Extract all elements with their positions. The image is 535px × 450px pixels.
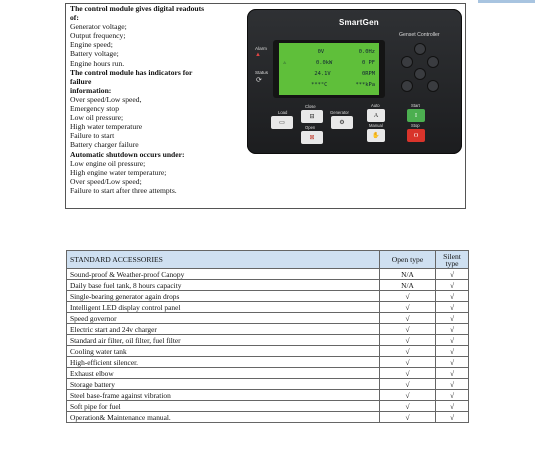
table-row [67, 390, 469, 401]
description-line: Low engine oil pressure; [70, 158, 146, 168]
open-type-value: √ [380, 368, 436, 379]
description-line: Engine speed; [70, 40, 113, 50]
table-row [67, 291, 469, 302]
accessory-name: Standard air filter, oil filter, fuel filter [67, 335, 380, 346]
alarm-label: Alarm [255, 46, 267, 51]
silent-type-value: √ [436, 357, 469, 368]
silent-type-value: √ [436, 269, 469, 280]
nav-down-button[interactable] [415, 69, 425, 79]
description-line: of: [70, 13, 79, 23]
open-key-label: Open [305, 125, 316, 130]
open-type-value: N/A [380, 269, 436, 280]
close-key-label: Close [305, 104, 316, 109]
generator-key-label: Generator [330, 110, 349, 115]
stop-key-label: Stop [411, 123, 420, 128]
description-line: Battery charger failure [70, 140, 139, 150]
open-type-value: √ [380, 291, 436, 302]
close-breaker-button[interactable]: ⊟ [301, 110, 323, 123]
accessory-name: Speed governor [67, 313, 380, 324]
accessory-name: Sound-proof & Weather-proof Canopy [67, 269, 380, 280]
start-key-label: Start [411, 103, 420, 108]
manual-key-label: Manual [369, 123, 383, 128]
table-row [67, 412, 469, 423]
description-line: Failure to start after three attempts. [70, 185, 177, 195]
open-type-value: N/A [380, 280, 436, 291]
description-line: The control module gives digital readouts [70, 4, 205, 13]
top-accent-bar [478, 0, 535, 3]
table-row [67, 368, 469, 379]
controller-image [247, 9, 462, 154]
manual-mode-button[interactable]: ✋ [367, 129, 385, 142]
silent-type-value: √ [436, 412, 469, 423]
description-line: Emergency stop [70, 104, 119, 114]
description-line: information: [70, 85, 112, 95]
header-silent-type: Silent type [436, 251, 469, 269]
open-type-value: √ [380, 324, 436, 335]
accessory-name: Intelligent LED display control panel [67, 302, 380, 313]
silent-type-value: √ [436, 346, 469, 357]
open-type-value: √ [380, 379, 436, 390]
control-module-description [70, 4, 242, 195]
table-row [67, 280, 469, 291]
table-row [67, 346, 469, 357]
accessory-name: High-efficient silencer. [67, 357, 380, 368]
silent-type-value: √ [436, 401, 469, 412]
description-line: Output frequency; [70, 31, 126, 41]
description-line: Battery voltage; [70, 49, 119, 59]
description-line: Automatic shutdown occurs under: [70, 149, 185, 159]
nav-right-button[interactable] [428, 57, 438, 67]
header-open-type: Open type [380, 251, 436, 269]
open-type-value: √ [380, 357, 436, 368]
silent-type-value: √ [436, 280, 469, 291]
accessory-name: Electric start and 24v charger [67, 324, 380, 335]
open-type-value: √ [380, 346, 436, 357]
open-type-value: √ [380, 401, 436, 412]
open-type-value: √ [380, 313, 436, 324]
open-type-value: √ [380, 335, 436, 346]
status-icon: ⟳ [256, 77, 262, 84]
model-label: Genset Controller [399, 32, 440, 38]
open-type-value: √ [380, 390, 436, 401]
start-button[interactable]: I [407, 109, 425, 122]
silent-type-value: √ [436, 313, 469, 324]
accessories-table [66, 250, 469, 423]
accessory-name: Storage battery [67, 379, 380, 390]
load-button[interactable]: ▭ [271, 116, 293, 129]
table-header-row [67, 251, 469, 269]
table-row [67, 401, 469, 412]
accessory-name: Operation& Maintenance manual. [67, 412, 380, 423]
accessory-name: Soft pipe for fuel [67, 401, 380, 412]
open-breaker-button[interactable]: ⊠ [301, 131, 323, 144]
auto-key-label: Auto [371, 103, 380, 108]
table-row [67, 302, 469, 313]
description-line: Failure to start [70, 131, 115, 141]
table-row [67, 335, 469, 346]
generator-button[interactable]: ⚙ [331, 116, 353, 129]
header-standard-accessories: STANDARD ACCESSORIES [67, 251, 380, 269]
silent-type-value: √ [436, 368, 469, 379]
auto-mode-button[interactable]: A [367, 109, 385, 122]
table-row [67, 269, 469, 280]
table-row [67, 313, 469, 324]
lcd-display: 0V 0.0Hz ⚠ 0.0kW 0 PF 24.1V 0RPM ***°C ***kPa [279, 43, 379, 95]
nav-enter-button[interactable] [428, 81, 438, 91]
table-row [67, 357, 469, 368]
accessory-name: Steel base-frame against vibration [67, 390, 380, 401]
accessory-name: Cooling water tank [67, 346, 380, 357]
brand-label: SmartGen [339, 18, 379, 27]
open-type-value: √ [380, 412, 436, 423]
silent-type-value: √ [436, 379, 469, 390]
nav-menu-button[interactable] [402, 81, 412, 91]
accessory-name: Daily base fuel tank, 8 hours capacity [67, 280, 380, 291]
silent-type-value: √ [436, 302, 469, 313]
accessory-name: Exhaust elbow [67, 368, 380, 379]
silent-type-value: √ [436, 390, 469, 401]
description-line: Engine hours run. [70, 58, 125, 68]
stop-button[interactable]: O [407, 129, 425, 142]
alarm-icon: ▲ [255, 52, 261, 58]
nav-up-button[interactable] [415, 44, 425, 54]
open-type-value: √ [380, 302, 436, 313]
description-line: High engine water temperature; [70, 167, 167, 177]
description-line: The control module has indicators for [70, 67, 193, 77]
description-line: Generator voltage; [70, 22, 127, 32]
description-line: Low oil pressure; [70, 113, 124, 123]
control-module-box [65, 3, 466, 209]
silent-type-value: √ [436, 335, 469, 346]
description-line: Over speed/Low speed; [70, 176, 142, 186]
status-label: Status [255, 70, 269, 75]
load-key-label: Load [278, 110, 288, 115]
accessory-name: Single-bearing generator again drops [67, 291, 380, 302]
description-line: High water temperature [70, 122, 143, 132]
table-row [67, 324, 469, 335]
description-line: failure [70, 76, 92, 86]
nav-left-button[interactable] [402, 57, 412, 67]
silent-type-value: √ [436, 324, 469, 335]
description-line: Over speed/Low speed, [70, 94, 142, 104]
table-row [67, 379, 469, 390]
silent-type-value: √ [436, 291, 469, 302]
